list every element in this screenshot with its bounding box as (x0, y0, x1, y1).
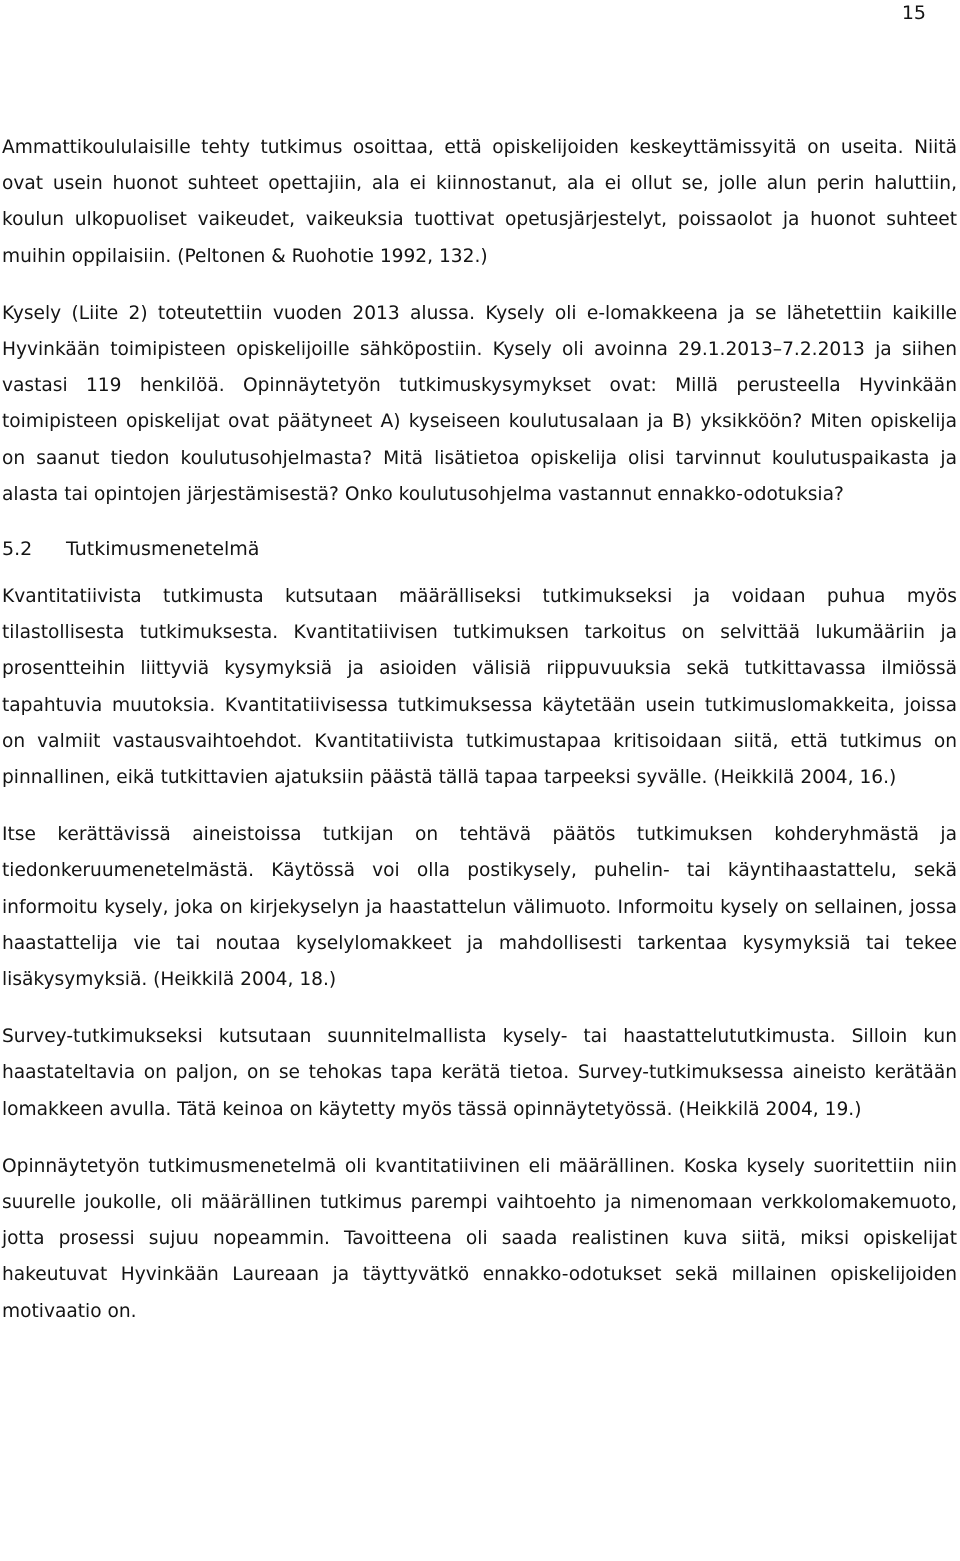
section-title: Tutkimusmenetelmä (66, 538, 260, 561)
section-heading (2, 531, 957, 567)
page-number: 15 (901, 2, 926, 24)
paragraph-survey-research: Survey-tutkimukseksi kutsutaan suunnitelmallista kysely- tai haastattelututkimusta. Silloin kun haastateltavia on paljon, on se tehokas tapa kerätä tietoa. Survey-tutkimuksessa aineisto kerätään lomakkeen avulla. Tätä keinoa on käytetty myös tässä opinnäytetyössä. (Heikkilä 2004, 19.) (2, 1026, 957, 1120)
paragraph-thesis-method: Opinnäytetyön tutkimusmenetelmä oli kvantitatiivinen eli määrällinen. Koska kysely suoritettiin niin suurelle joukolle, oli määrällinen tutkimus parempi vaihtoehto ja nimenomaan verkkolomakemuoto, jotta prosessi sujuu nopeammin. Tavoitteena oli saada realistinen kuva siitä, miksi opiskelijat hakeutuvat Hyvinkään Laureaan ja täyttyvätkö ennakko-odotukset sekä millainen opiskelijoiden motivaatio on. (2, 1155, 957, 1322)
paragraph-quantitative-research: Kvantitatiivista tutkimusta kutsutaan määrälliseksi tutkimukseksi ja voidaan puhua myös tilastollisesta tutkimuksesta. Kvantitatiivisen tutkimuksen tarkoitus on selvittää lukumääriin ja prosentteihin liittyviä kysymyksiä ja asioiden välisiä riippuvuuksia sekä tutkittavassa ilmiössä tapahtuvia muutoksia. Kvantitatiivisessa tutkimuksessa käytetään usein tutkimuslomakkeita, joissa on valmiit vastausvaihtoehdot. Kvantitatiivista tutkimustapaa kritisoidaan siitä, että tutkimus on pinnallinen, eikä tutkittavien ajatuksiin päästä tällä tapaa tarpeeksi syvälle. (Heikkilä 2004, 16.) (2, 586, 957, 789)
paragraph-survey-implementation: Kysely (Liite 2) toteutettiin vuoden 2013 alussa. Kysely oli e-lomakkeena ja se lähetettiin kaikille Hyvinkään toimipisteen opiskelijoille sähköpostiin. Kysely oli avoinna 29.1.2013–7.2.2013 ja siihen vastasi 119 henkilöä. Opinnäytetyön tutkimuskysymykset ovat: Millä perusteella Hyvinkään toimipisteen opiskelijat ovat päätyneet A) kyseiseen koulutusalaan ja B) yksikköön? Miten opiskelija on saanut tiedon koulutusohjelmasta? Mitä lisätietoa opiskelija olisi tarvinnut koulutuspaikasta ja alasta tai opintojen järjestämisestä? Onko koulutusohjelma vastannut ennakko-odotuksia? (2, 302, 957, 505)
paragraph-data-collection: Itse kerättävissä aineistoissa tutkijan on tehtävä päätös tutkimuksen kohderyhmästä ja tiedonkeruumenetelmästä. Käytössä voi olla postikysely, puhelin- tai käyntihaastattelu, sekä informoitu kysely, joka on kirjekyselyn ja haastattelun välimuoto. Informoitu kysely on sellainen, jossa haastattelija vie tai noutaa kyselylomakkeet ja mahdollisesti tarkentaa kysymyksiä tai tekee lisäkysymyksiä. (Heikkilä 2004, 18.) (2, 824, 957, 991)
body-text (2, 130, 957, 1330)
paragraph-dropout-reasons: Ammattikoululaisille tehty tutkimus osoittaa, että opiskelijoiden keskeyttämissyitä on useita. Niitä ovat usein huonot suhteet opettajiin, ala ei kiinnostanut, ala ei ollut se, jolle alun perin haluttiin, koulun ulkopuoliset vaikeudet, vaikeuksia tuottivat opetusjärjestelyt, poissaolot ja huonot suhteet muihin oppilaisiin. (Peltonen & Ruohotie 1992, 132.) (2, 137, 957, 267)
section-number: 5.2 (2, 538, 33, 561)
